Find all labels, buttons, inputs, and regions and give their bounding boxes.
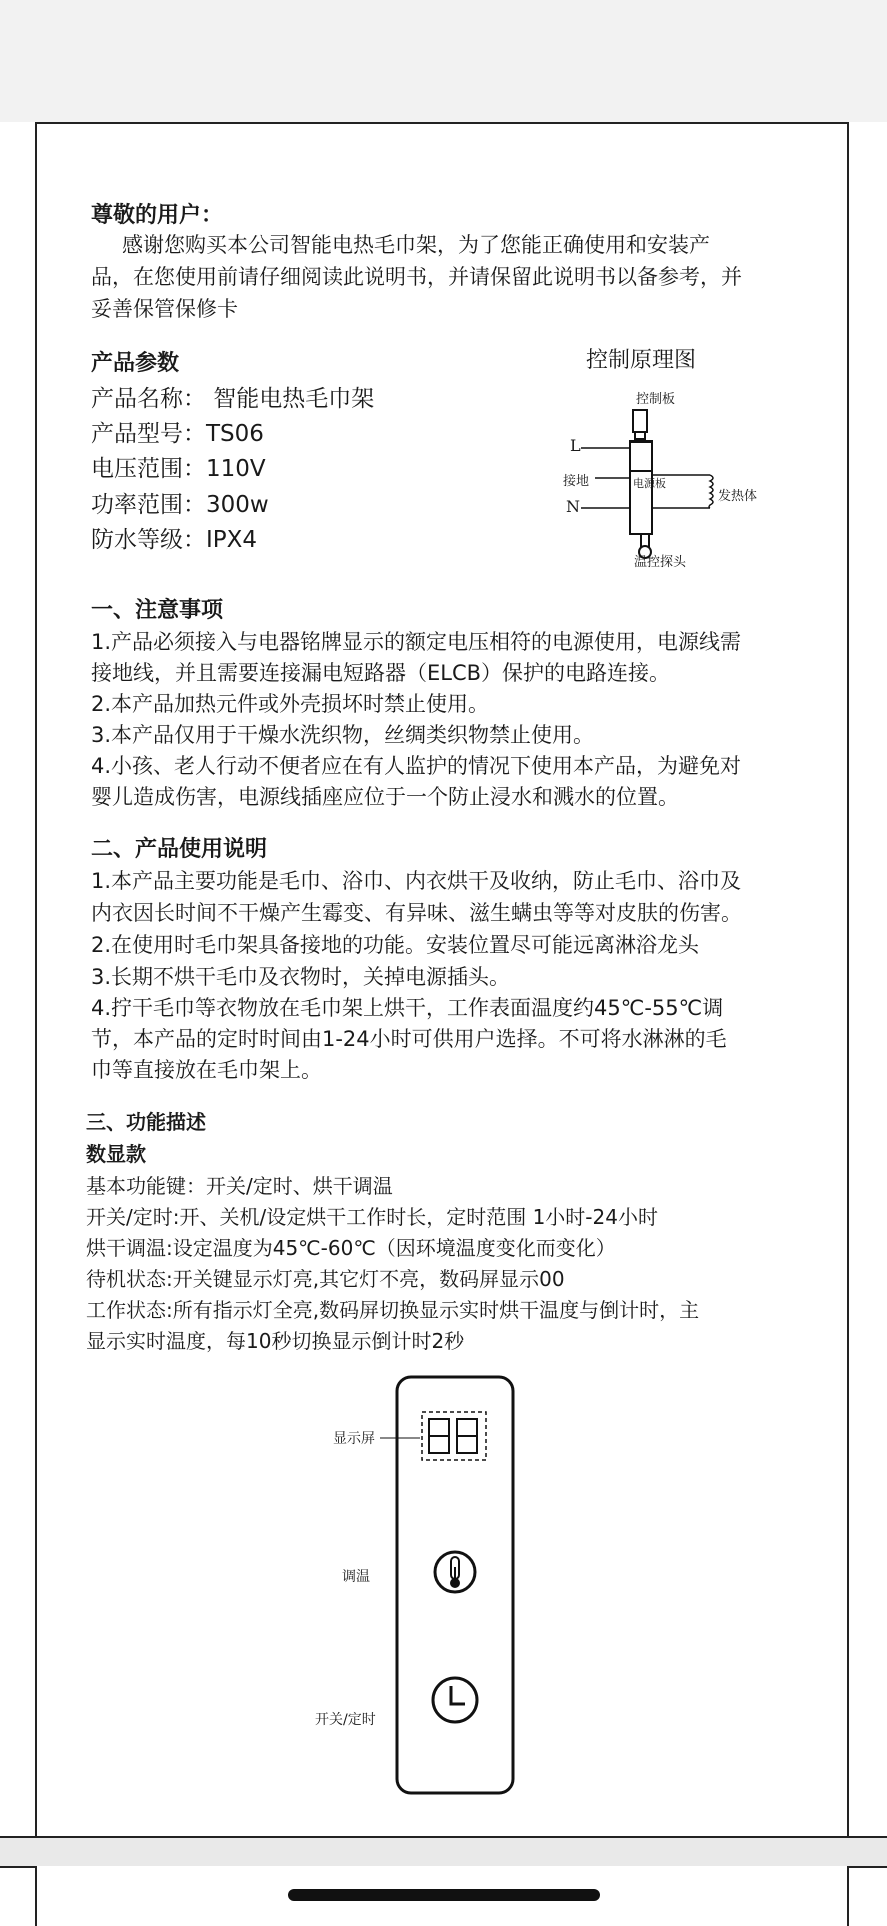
- control-board-shape: [633, 410, 647, 432]
- usage-title: 二、产品使用说明: [91, 837, 268, 862]
- heater-coil: [709, 475, 713, 508]
- functions-line-5: 工作状态:所有指示灯全亮,数码屏切换显示实时烘干温度与倒计时，主: [86, 1298, 700, 1322]
- param-power: 功率范围：300w: [91, 492, 269, 518]
- usage-line-5: 4.拧干毛巾等衣物放在毛巾架上烘干，工作表面温度约45℃-55℃调: [91, 996, 724, 1020]
- param-name: 产品名称： 智能电热毛巾架: [91, 386, 375, 412]
- panel-display-label: 显示屏: [333, 1431, 375, 1447]
- functions-subtitle: 数显款: [86, 1142, 146, 1166]
- functions-line-3: 烘干调温:设定温度为45℃-60℃（因环境温度变化而变化）: [86, 1236, 616, 1260]
- diagram-ground-label: 接地: [563, 474, 590, 489]
- greeting-line-1: 感谢您购买本公司智能电热毛巾架，为了您能正确使用和安装产: [122, 233, 710, 257]
- usage-line-6: 节，本产品的定时时间由1-24小时可供用户选择。不可将水淋淋的毛: [91, 1027, 727, 1051]
- home-indicator[interactable]: [288, 1889, 600, 1901]
- notes-line-5: 4.小孩、老人行动不便者应在有人监护的情况下使用本产品，为避免对: [91, 754, 742, 778]
- param-ipx: 防水等级：IPX4: [91, 527, 258, 553]
- diagram-power-board-label: 电源板: [633, 477, 666, 490]
- param-model: 产品型号：TS06: [91, 421, 264, 447]
- greeting-title: 尊敬的用户：: [91, 203, 224, 228]
- notes-line-4: 3.本产品仅用于干燥水洗织物，丝绸类织物禁止使用。: [91, 723, 595, 747]
- panel-leader-lines: [380, 1430, 420, 1720]
- functions-line-2: 开关/定时:开、关机/设定烘干工作时长，定时范围 1小时-24小时: [86, 1205, 658, 1229]
- diagram-probe-label: 温控探头: [634, 555, 687, 570]
- notes-title: 一、注意事项: [91, 598, 224, 623]
- page-separator-bar: [0, 1836, 887, 1868]
- greeting-line-3: 妥善保管保修卡: [91, 297, 238, 321]
- param-voltage: 电压范围：110V: [91, 456, 266, 482]
- diagram-title: 控制原理图: [586, 348, 697, 373]
- notes-line-2: 接地线，并且需要连接漏电短路器（ELCB）保护的电路连接。: [91, 661, 671, 685]
- usage-line-3: 2.在使用时毛巾架具备接地的功能。安装位置尽可能远离淋浴龙头: [91, 933, 700, 957]
- functions-line-6: 显示实时温度，每10秒切换显示倒计时2秒: [86, 1329, 465, 1353]
- usage-line-4: 3.长期不烘干毛巾及衣物时，关掉电源插头。: [91, 965, 511, 989]
- diagram-N-label: N: [566, 497, 580, 516]
- notes-line-6: 婴儿造成伤害，电源线插座应位于一个防止浸水和溅水的位置。: [91, 785, 679, 809]
- browser-top-bar: [0, 0, 887, 122]
- diagram-heater-label: 发热体: [718, 489, 758, 504]
- notes-line-1: 1.产品必须接入与电器铭牌显示的额定电压相符的电源使用，电源线需: [91, 630, 742, 654]
- diagram-control-board-label: 控制板: [636, 392, 676, 407]
- clock-icon: [433, 1678, 477, 1722]
- params-title: 产品参数: [91, 351, 180, 376]
- usage-line-1: 1.本产品主要功能是毛巾、浴巾、内衣烘干及收纳，防止毛巾、浴巾及: [91, 869, 742, 893]
- usage-line-2: 内衣因长时间不干燥产生霉变、有异味、滋生螨虫等等对皮肤的伤害。: [91, 901, 742, 925]
- usage-line-7: 巾等直接放在毛巾架上。: [91, 1058, 322, 1082]
- connector-block: [630, 441, 652, 471]
- functions-line-1: 基本功能键：开关/定时、烘干调温: [86, 1174, 393, 1198]
- notes-line-3: 2.本产品加热元件或外壳损坏时禁止使用。: [91, 692, 490, 716]
- panel-power-label: 开关/定时: [315, 1712, 376, 1728]
- panel-temp-label: 调温: [342, 1569, 370, 1585]
- greeting-line-2: 品，在您使用前请仔细阅读此说明书，并请保留此说明书以备参考，并: [91, 265, 742, 289]
- functions-line-4: 待机状态:开关键显示灯亮,其它灯不亮，数码屏显示00: [86, 1267, 565, 1291]
- functions-title: 三、功能描述: [86, 1110, 206, 1134]
- diagram-L-label: L: [570, 436, 581, 455]
